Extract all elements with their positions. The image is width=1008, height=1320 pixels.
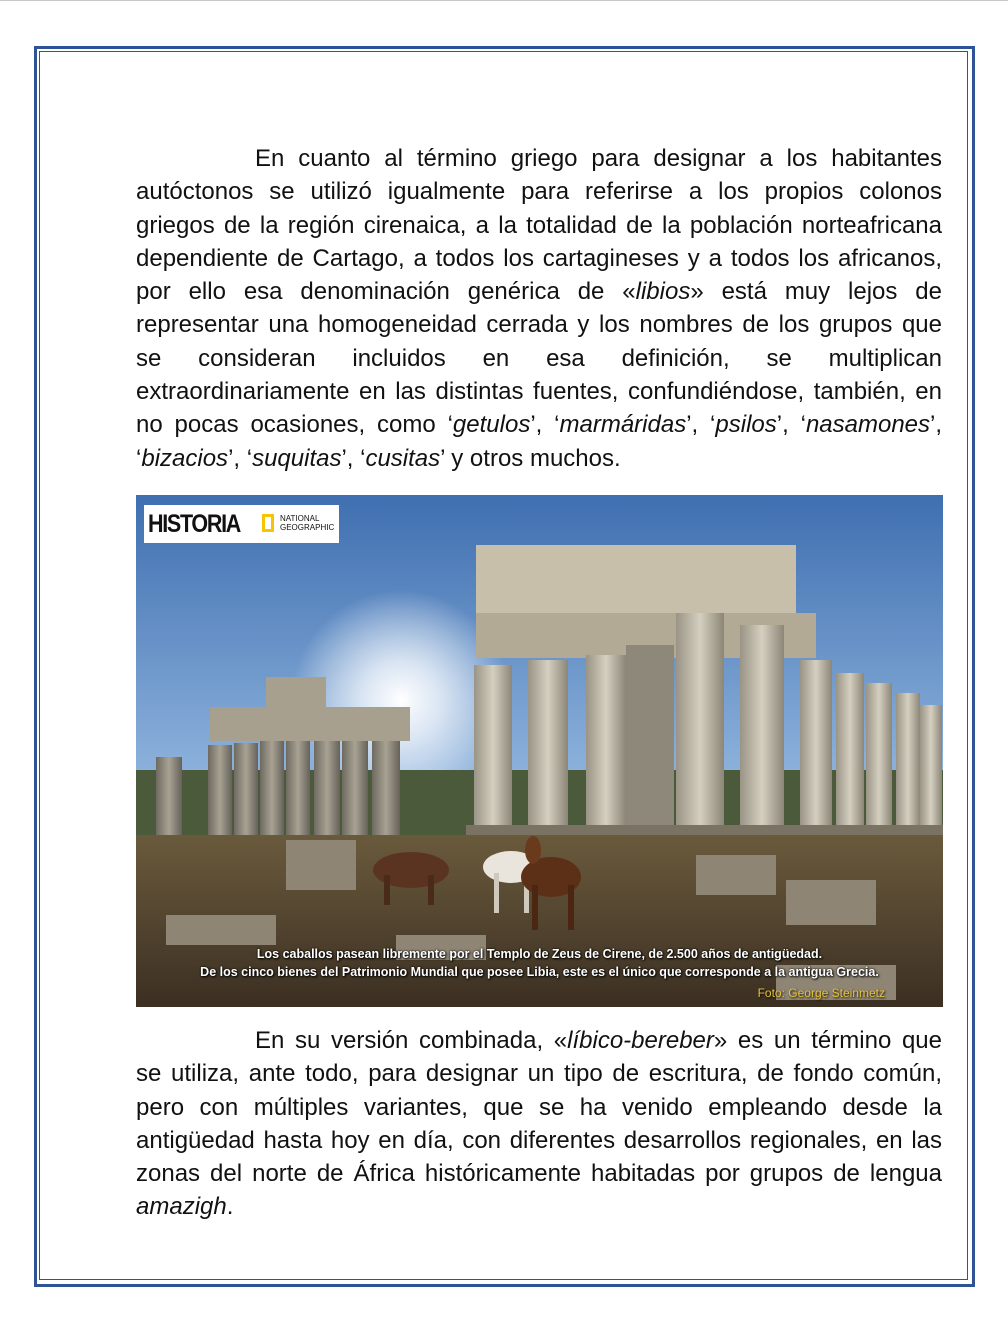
- separator: ’, ‘: [530, 411, 560, 439]
- paragraph-1-text-b: » está muy lejos de representar una homogeneidad cerrada y los nombres de los grupos que se consideran incluidos en esa definición, se multiplican extraordinariamente en las distintas fuentes, confundiéndose, también, en no pocas ocasiones, como ‘: [136, 278, 942, 439]
- term-libico-bereber: líbico-bereber: [567, 1027, 714, 1054]
- brand-sub-line-1: NATIONAL: [280, 514, 320, 523]
- separator: ’, ‘: [776, 411, 806, 439]
- paragraph-2-text-c: .: [226, 1193, 234, 1221]
- term-cusitas: cusitas: [365, 444, 441, 472]
- term-libios: libios: [635, 278, 691, 306]
- term-bizacios: bizacios: [141, 444, 229, 472]
- brand-title: HISTORIA: [148, 509, 241, 538]
- brand-sub-line-2: GEOGRAPHIC: [280, 523, 335, 532]
- term-suquitas: suquitas: [252, 444, 342, 472]
- paragraph-2-text-a: En su versión combinada, «: [255, 1027, 568, 1054]
- top-rule: [0, 0, 1008, 1]
- brand-subtitle: [280, 514, 338, 532]
- photo-caption-line-1: Los caballos pasean libremente por el Templo de Zeus de Cirene, de 2.500 años de antigüedad.: [256, 947, 823, 961]
- paragraph-2-text-b: » es un término que se utiliza, ante todo, para designar un tipo de escritura, de fondo común, pero con múltiples variantes, que se ha venido empleando desde la antigüedad hasta hoy en día, con diferentes desarrollos regionales, en las zonas del norte de África históricamente habitadas por grupos de lengua: [136, 1027, 942, 1188]
- paragraph-1-text-a: En cuanto al término griego para designar a los habitantes autóctonos se utilizó igualmente para referirse a los propios colonos griegos de la región cirenaica, a la totalidad de la población norteafricana dependiente de Cartago, a todos los cartagineses y a todos los africanos, por ello esa denominación genérica de «: [136, 145, 942, 306]
- national-geographic-frame-icon: [262, 514, 274, 532]
- term-getulos: getulos: [452, 411, 531, 439]
- term-nasamones: nasamones: [805, 411, 931, 439]
- historia-logo: [144, 505, 339, 543]
- photo-caption-line-2: De los cinco bienes del Patrimonio Mundial que posee Libia, este es el único que corresponde a la antigua Grecia.: [200, 965, 879, 979]
- paragraph-libico-bereber: [136, 1024, 942, 1224]
- photo-credit: Foto: George Steinmetz: [757, 986, 885, 1000]
- term-marmaridas: marmáridas: [559, 411, 687, 439]
- term-amazigh: amazigh: [136, 1193, 227, 1221]
- paragraph-1-text-c: ’ y otros muchos.: [440, 444, 621, 472]
- separator: ’, ‘: [341, 444, 366, 472]
- separator: ’, ‘: [228, 444, 253, 472]
- temple-of-zeus-photo: [136, 495, 943, 1007]
- term-psilos: psilos: [715, 411, 777, 439]
- paragraph-libios: [136, 142, 942, 475]
- separator: ’, ‘: [686, 411, 716, 439]
- separator: ’, ‘: [136, 411, 943, 472]
- photo-illustration: [136, 495, 943, 1007]
